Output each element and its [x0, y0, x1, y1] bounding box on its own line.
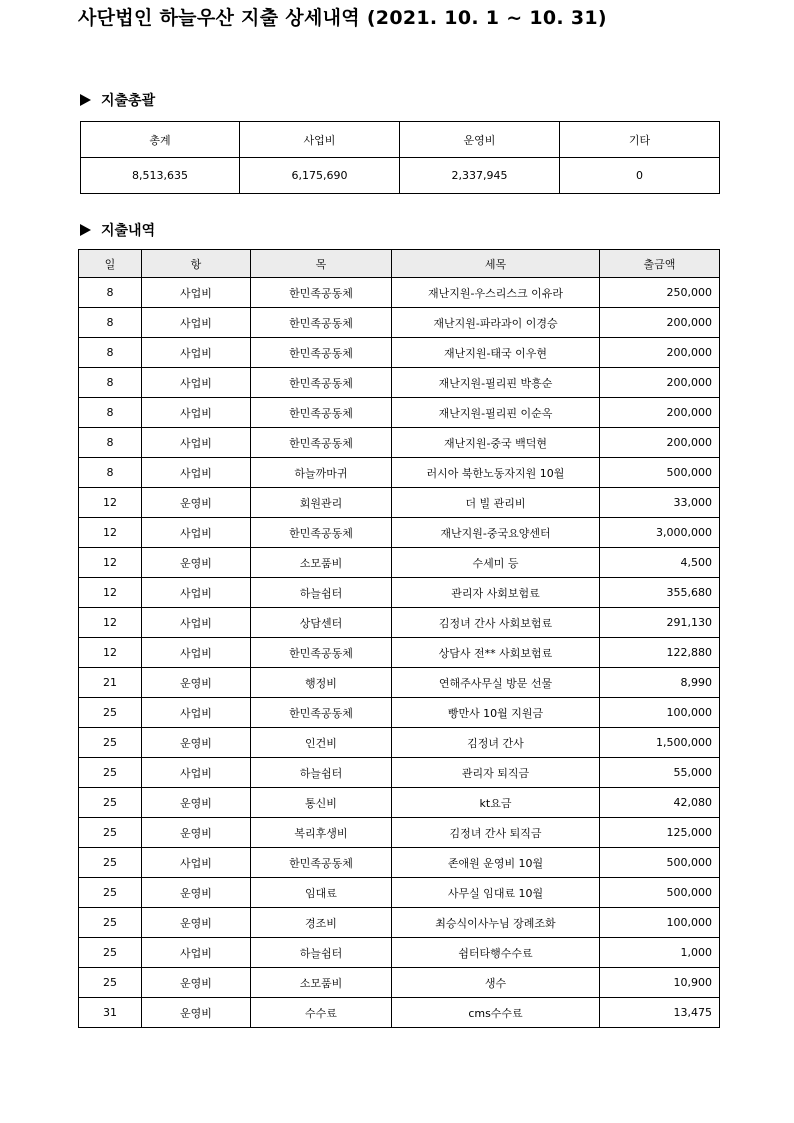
page-title: 사단법인 하늘우산 지출 상세내역 (2021. 10. 1 ~ 10. 31) — [78, 7, 607, 29]
table-row — [79, 428, 720, 458]
cell-day: 25 — [79, 698, 142, 728]
cell-item: 행정비 — [251, 668, 392, 698]
cell-subitem: 김정녀 간사 사회보험료 — [392, 608, 600, 638]
cell-day: 12 — [79, 548, 142, 578]
cell-item: 복리후생비 — [251, 818, 392, 848]
cell-day: 12 — [79, 608, 142, 638]
cell-category: 운영비 — [142, 878, 251, 908]
cell-category: 운영비 — [142, 788, 251, 818]
cell-amount: 291,130 — [600, 608, 720, 638]
summary-header-cell: 총계 — [81, 122, 240, 158]
cell-day: 8 — [79, 458, 142, 488]
cell-category: 운영비 — [142, 548, 251, 578]
cell-item: 한민족공동체 — [251, 308, 392, 338]
table-row — [79, 338, 720, 368]
cell-item: 하늘쉼터 — [251, 938, 392, 968]
summary-heading-text: 지출총괄 — [101, 93, 156, 109]
cell-category: 사업비 — [142, 578, 251, 608]
cell-category: 사업비 — [142, 458, 251, 488]
summary-total-value: 8,513,635 — [81, 158, 240, 194]
cell-item: 임대료 — [251, 878, 392, 908]
cell-item: 하늘까마귀 — [251, 458, 392, 488]
table-row — [79, 698, 720, 728]
header-item: 목 — [251, 250, 392, 278]
cell-day: 8 — [79, 428, 142, 458]
summary-value-row — [81, 158, 720, 194]
cell-amount: 13,475 — [600, 998, 720, 1028]
cell-category: 사업비 — [142, 608, 251, 638]
table-row — [79, 368, 720, 398]
cell-day: 12 — [79, 638, 142, 668]
table-row — [79, 878, 720, 908]
cell-day: 25 — [79, 968, 142, 998]
cell-item: 소모품비 — [251, 968, 392, 998]
cell-day: 21 — [79, 668, 142, 698]
summary-header-row — [81, 122, 720, 158]
cell-subitem: 관리자 퇴직금 — [392, 758, 600, 788]
triangle-bullet-icon — [80, 224, 91, 236]
cell-amount: 500,000 — [600, 848, 720, 878]
summary-table — [80, 121, 720, 194]
cell-category: 사업비 — [142, 398, 251, 428]
table-row — [79, 668, 720, 698]
cell-subitem: 재난지원-필리핀 이순옥 — [392, 398, 600, 428]
cell-item: 한민족공동체 — [251, 518, 392, 548]
cell-amount: 200,000 — [600, 368, 720, 398]
cell-category: 사업비 — [142, 638, 251, 668]
cell-item: 한민족공동체 — [251, 368, 392, 398]
cell-day: 25 — [79, 758, 142, 788]
cell-amount: 122,880 — [600, 638, 720, 668]
table-row — [79, 398, 720, 428]
cell-day: 25 — [79, 728, 142, 758]
summary-business-value: 6,175,690 — [240, 158, 400, 194]
table-row — [79, 308, 720, 338]
cell-subitem: 연해주사무실 방문 선물 — [392, 668, 600, 698]
cell-item: 한민족공동체 — [251, 338, 392, 368]
cell-amount: 250,000 — [600, 278, 720, 308]
cell-subitem: 사무실 임대료 10월 — [392, 878, 600, 908]
cell-amount: 100,000 — [600, 698, 720, 728]
cell-subitem: 재난지원-태국 이우현 — [392, 338, 600, 368]
cell-amount: 8,990 — [600, 668, 720, 698]
cell-amount: 1,000 — [600, 938, 720, 968]
cell-subitem: 재난지원-필리핀 박흥순 — [392, 368, 600, 398]
table-row — [79, 848, 720, 878]
detail-heading — [80, 220, 155, 240]
cell-subitem: 최승식이사누님 장례조화 — [392, 908, 600, 938]
cell-item: 상담센터 — [251, 608, 392, 638]
cell-day: 25 — [79, 938, 142, 968]
cell-item: 통신비 — [251, 788, 392, 818]
cell-amount: 55,000 — [600, 758, 720, 788]
cell-amount: 33,000 — [600, 488, 720, 518]
cell-subitem: 재난지원-중국 백덕현 — [392, 428, 600, 458]
cell-category: 운영비 — [142, 908, 251, 938]
cell-subitem: 러시아 북한노동자지원 10월 — [392, 458, 600, 488]
cell-subitem: kt요금 — [392, 788, 600, 818]
summary-operating-value: 2,337,945 — [400, 158, 560, 194]
cell-subitem: 재난지원-파라과이 이경승 — [392, 308, 600, 338]
cell-category: 사업비 — [142, 758, 251, 788]
cell-amount: 4,500 — [600, 548, 720, 578]
table-row — [79, 278, 720, 308]
cell-category: 운영비 — [142, 668, 251, 698]
cell-item: 소모품비 — [251, 548, 392, 578]
cell-amount: 200,000 — [600, 338, 720, 368]
cell-amount: 200,000 — [600, 308, 720, 338]
cell-subitem: 생수 — [392, 968, 600, 998]
cell-amount: 10,900 — [600, 968, 720, 998]
cell-amount: 3,000,000 — [600, 518, 720, 548]
cell-subitem: 김정녀 간사 퇴직금 — [392, 818, 600, 848]
cell-day: 25 — [79, 788, 142, 818]
cell-amount: 355,680 — [600, 578, 720, 608]
cell-item: 수수료 — [251, 998, 392, 1028]
cell-item: 한민족공동체 — [251, 638, 392, 668]
cell-day: 25 — [79, 878, 142, 908]
cell-category: 사업비 — [142, 848, 251, 878]
cell-day: 12 — [79, 488, 142, 518]
table-row — [79, 818, 720, 848]
cell-category: 운영비 — [142, 968, 251, 998]
table-row — [79, 968, 720, 998]
cell-subitem: cms수수료 — [392, 998, 600, 1028]
cell-item: 인건비 — [251, 728, 392, 758]
cell-category: 운영비 — [142, 998, 251, 1028]
cell-category: 운영비 — [142, 488, 251, 518]
detail-table — [78, 249, 720, 1028]
cell-item: 한민족공동체 — [251, 428, 392, 458]
cell-category: 사업비 — [142, 308, 251, 338]
cell-subitem: 더 빌 관리비 — [392, 488, 600, 518]
summary-heading — [80, 90, 155, 110]
cell-item: 한민족공동체 — [251, 278, 392, 308]
cell-category: 운영비 — [142, 728, 251, 758]
cell-day: 8 — [79, 308, 142, 338]
cell-subitem: 재난지원-중국요양센터 — [392, 518, 600, 548]
header-subitem: 세목 — [392, 250, 600, 278]
cell-day: 12 — [79, 518, 142, 548]
cell-amount: 125,000 — [600, 818, 720, 848]
cell-item: 한민족공동체 — [251, 698, 392, 728]
table-row — [79, 638, 720, 668]
cell-amount: 200,000 — [600, 428, 720, 458]
cell-subitem: 수세미 등 — [392, 548, 600, 578]
cell-day: 25 — [79, 818, 142, 848]
table-row — [79, 788, 720, 818]
cell-subitem: 빵만사 10월 지원금 — [392, 698, 600, 728]
table-row — [79, 908, 720, 938]
cell-day: 25 — [79, 848, 142, 878]
table-row — [79, 518, 720, 548]
cell-item: 경조비 — [251, 908, 392, 938]
cell-category: 사업비 — [142, 938, 251, 968]
cell-amount: 42,080 — [600, 788, 720, 818]
cell-category: 사업비 — [142, 368, 251, 398]
summary-other-value: 0 — [560, 158, 720, 194]
cell-item: 한민족공동체 — [251, 398, 392, 428]
header-day: 일 — [79, 250, 142, 278]
cell-subitem: 존애원 운영비 10월 — [392, 848, 600, 878]
detail-header-row — [79, 250, 720, 278]
table-row — [79, 728, 720, 758]
cell-item: 하늘쉼터 — [251, 578, 392, 608]
cell-day: 8 — [79, 338, 142, 368]
cell-subitem: 쉼터타행수수료 — [392, 938, 600, 968]
cell-amount: 100,000 — [600, 908, 720, 938]
triangle-bullet-icon — [80, 94, 91, 106]
cell-category: 운영비 — [142, 818, 251, 848]
table-row — [79, 548, 720, 578]
cell-amount: 200,000 — [600, 398, 720, 428]
cell-amount: 500,000 — [600, 458, 720, 488]
cell-category: 사업비 — [142, 698, 251, 728]
cell-subitem: 관리자 사회보험료 — [392, 578, 600, 608]
cell-day: 8 — [79, 278, 142, 308]
cell-subitem: 재난지원-우스리스크 이유라 — [392, 278, 600, 308]
cell-subitem: 김정녀 간사 — [392, 728, 600, 758]
cell-category: 사업비 — [142, 338, 251, 368]
summary-header-cell: 기타 — [560, 122, 720, 158]
cell-day: 8 — [79, 368, 142, 398]
summary-header-cell: 운영비 — [400, 122, 560, 158]
cell-day: 8 — [79, 398, 142, 428]
cell-category: 사업비 — [142, 428, 251, 458]
cell-item: 하늘쉼터 — [251, 758, 392, 788]
table-row — [79, 998, 720, 1028]
cell-category: 사업비 — [142, 278, 251, 308]
header-category: 항 — [142, 250, 251, 278]
header-amount: 출금액 — [600, 250, 720, 278]
cell-day: 31 — [79, 998, 142, 1028]
table-row — [79, 458, 720, 488]
table-row — [79, 608, 720, 638]
table-row — [79, 578, 720, 608]
cell-subitem: 상담사 전** 사회보험료 — [392, 638, 600, 668]
cell-day: 25 — [79, 908, 142, 938]
cell-item: 회원관리 — [251, 488, 392, 518]
summary-header-cell: 사업비 — [240, 122, 400, 158]
cell-category: 사업비 — [142, 518, 251, 548]
cell-item: 한민족공동체 — [251, 848, 392, 878]
table-row — [79, 938, 720, 968]
detail-heading-text: 지출내역 — [101, 223, 156, 239]
table-row — [79, 488, 720, 518]
cell-day: 12 — [79, 578, 142, 608]
cell-amount: 1,500,000 — [600, 728, 720, 758]
table-row — [79, 758, 720, 788]
cell-amount: 500,000 — [600, 878, 720, 908]
